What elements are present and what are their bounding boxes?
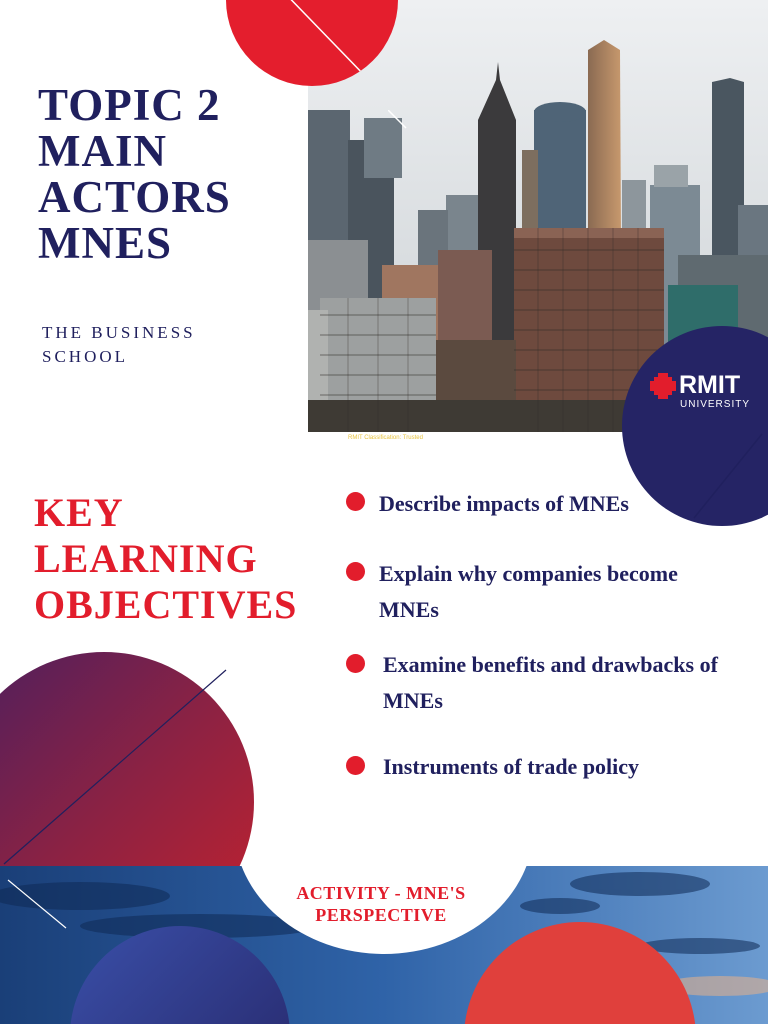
bullet-dot	[346, 492, 365, 511]
bullet-dot	[346, 756, 365, 775]
objective-item	[383, 647, 718, 719]
objectives-heading	[34, 490, 297, 628]
classification-label: RMIT Classification: Trusted	[348, 435, 423, 441]
rmit-logo	[650, 372, 750, 410]
school-name-line: THE BUSINESS	[42, 323, 196, 342]
objective-item	[383, 749, 639, 785]
title-line: MAIN	[38, 126, 167, 176]
title-line: TOPIC 2	[38, 80, 221, 130]
page-title	[38, 82, 231, 266]
objective-text: Instruments of trade policy	[383, 754, 640, 779]
title-line: ACTORS	[38, 172, 231, 222]
title-line: MNES	[38, 218, 173, 268]
objective-item	[379, 556, 678, 628]
school-name	[42, 321, 196, 369]
objective-text: Examine benefits and drawbacks of	[383, 652, 718, 677]
diagonal-line	[0, 668, 230, 868]
objective-text: MNEs	[383, 688, 443, 713]
objective-text: MNEs	[379, 597, 439, 622]
heading-line: LEARNING	[34, 536, 258, 581]
activity-title-line: ACTIVITY - MNE'S	[296, 883, 466, 903]
heading-line: OBJECTIVES	[34, 582, 298, 627]
rmit-logo-subtitle: UNIVERSITY	[680, 399, 751, 410]
diagonal-line	[690, 430, 768, 522]
activity-title-line: PERSPECTIVE	[315, 905, 447, 925]
objective-text: Explain why companies become	[379, 561, 678, 586]
diagonal-line-extension	[388, 110, 408, 130]
bullet-dot	[346, 654, 365, 673]
objective-item	[379, 486, 629, 522]
objective-text: Describe impacts of MNEs	[379, 491, 629, 516]
heading-line: KEY	[34, 490, 124, 535]
school-name-line: SCHOOL	[42, 347, 129, 366]
bullet-dot	[346, 562, 365, 581]
rmit-pixel-icon	[650, 373, 676, 399]
activity-title	[276, 882, 486, 926]
rmit-logo-text: RMIT	[679, 371, 741, 399]
